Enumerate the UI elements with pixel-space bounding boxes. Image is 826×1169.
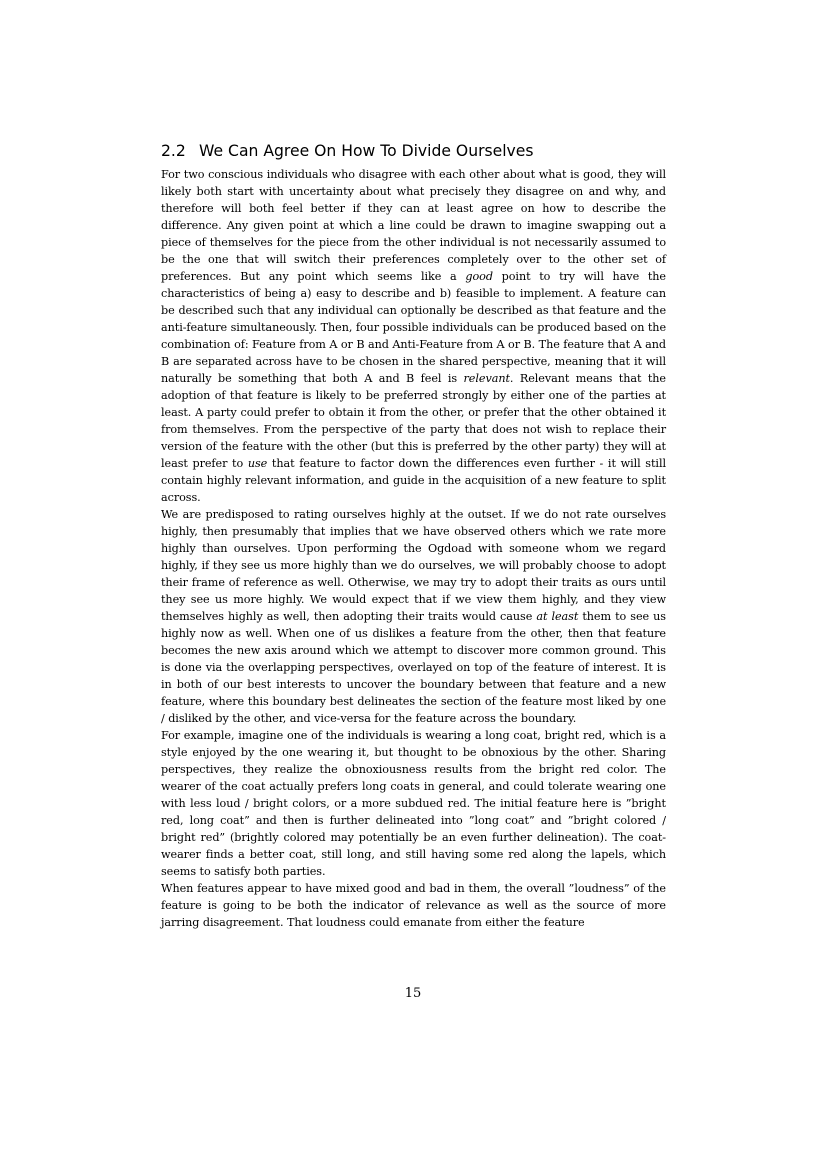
text-run: that feature to factor down the differences even further - it will still contain highly relevant information, and guide in the acquisition of a new feature to split across.	[161, 457, 666, 504]
emphasized-text: good	[465, 270, 493, 283]
text-run: For example, imagine one of the individuals is wearing a long coat, bright red, which is a style enjoyed by the one wearing it, but thought to be obnoxious by the other. Sharing perspectives, they realize the obnoxiousness results from the bright red color. The wearer of the coat actually prefers long coats in general, and could tolerate wearing one with less loud / bright colors, or a more subdued red. The initial feature here is ”bright red, long coat” and then is further delineated into ”long coat” and ”bright colored / bright red” (brightly colored may potentially be an even further delineation). The coat-wearer finds a better coat, still long, and still having some red along the lapels, which seems to satisfy both parties.	[161, 729, 666, 878]
paragraph	[161, 727, 666, 880]
text-run: When features appear to have mixed good and bad in them, the overall ”loudness” of the feature is going to be both the indicator of relevance as well as the source of more jarring disagreement. That loudness could emanate from either the feature	[161, 882, 666, 929]
paragraph	[161, 880, 666, 931]
emphasized-text: relevant.	[463, 372, 514, 385]
emphasized-text: use	[247, 457, 268, 470]
paragraph	[161, 166, 666, 506]
text-run: For two conscious individuals who disagree with each other about what is good, they will likely both start with uncertainty about what precisely they disagree on and why, and therefore will both feel better if they can at least agree on how to describe the difference. Any given point at which a line could be drawn to imagine swapping out a piece of themselves for the piece from the other individual is not necessarily assumed to be the one that will switch their preferences completely over to the other set of preferences. But any point which seems like a	[161, 168, 666, 283]
body-text	[161, 166, 666, 931]
text-run: We are predisposed to rating ourselves highly at the outset. If we do not rate ourselves highly, then presumably that implies that we have observed others which we rate more highly than ourselves. Upon performing the Ogdoad with someone whom we regard highly, if they see us more highly than we do ourselves, we will probably choose to adopt their frame of reference as well. Otherwise, we may try to adopt their traits as ours until they see us more highly. We would expect that if we view them highly, and they view themselves highly as well, then adopting their traits would cause	[161, 508, 666, 623]
text-run: them to see us highly now as well. When one of us dislikes a feature from the other, then that feature becomes the new axis around which we attempt to discover more common ground. This is done via the overlapping perspectives, overlayed on top of the feature of interest. It is in both of our best interests to uncover the boundary between that feature and a new feature, where this boundary best delineates the section of the feature most liked by one / disliked by the other, and vice-versa for the feature across the boundary.	[161, 610, 666, 725]
page-number: 15	[404, 986, 422, 1001]
text-run: point to try will have the characteristics of being a) easy to describe and b) feasible to implement. A feature can be described such that any individual can optionally be described as that feature and the anti-feature simultaneously. Then, four possible individuals can be produced based on the combination of: Feature from A or B and Anti-Feature from A or B. The feature that A and B are separated across have to be chosen in the shared perspective, meaning that it will naturally be something that both A and B feel is	[161, 270, 666, 385]
paragraph	[161, 506, 666, 727]
section-title: We Can Agree On How To Divide Ourselves	[199, 142, 534, 160]
text-run: Relevant means that the adoption of that feature is likely to be preferred strongly by either one of the parties at least. A party could prefer to obtain it from the other, or prefer that the other obtained it from themselves. From the perspective of the party that does not wish to replace their version of the feature with the other (but this is preferred by the other party) they will at least prefer to	[161, 372, 666, 470]
emphasized-text: at least	[536, 610, 579, 623]
section-heading	[161, 140, 681, 162]
section-number: 2.2	[161, 142, 186, 160]
